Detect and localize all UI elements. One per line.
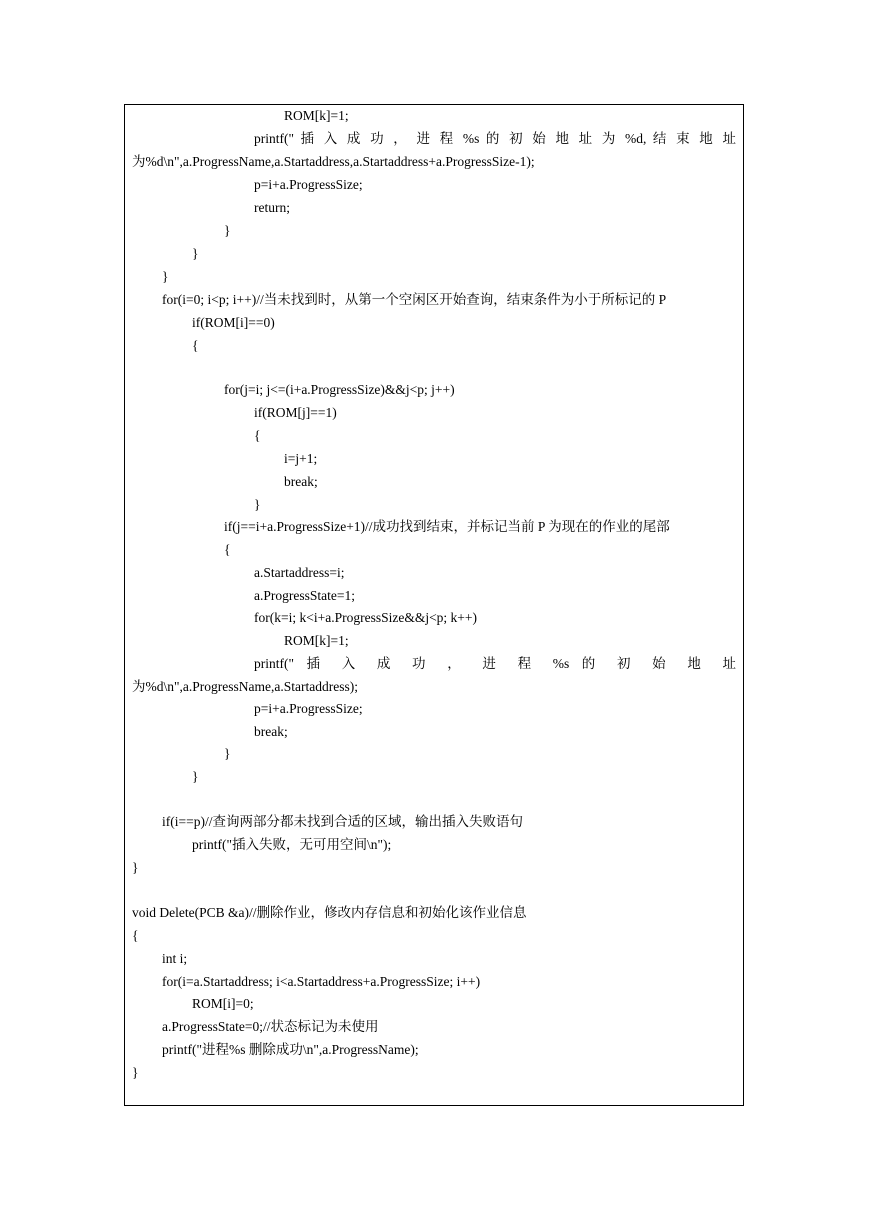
code-line: } (162, 269, 169, 284)
code-line: printf("插入失败，无可用空间\n"); (192, 837, 392, 852)
code-line: { (254, 428, 261, 443)
code-line: for(k=i; k<i+a.ProgressSize&&j<p; k++) (254, 610, 478, 625)
code-line: break; (284, 474, 318, 489)
code-line: if(i==p)//查询两部分都未找到合适的区域，输出插入失败语句 (162, 814, 523, 829)
code-line: { (132, 928, 139, 943)
code-line: if(ROM[j]==1) (254, 405, 337, 420)
code-line: ROM[k]=1; (284, 633, 349, 648)
code-line: return; (254, 200, 290, 215)
code-line: if(j==i+a.ProgressSize+1)//成功找到结束，并标记当前 P 为现在的作业的尾部 (224, 519, 670, 534)
code-line: for(i=0; i<p; i++)//当未找到时，从第一个空闲区开始查询，结束条件为小于所标记的 P (162, 292, 667, 307)
code-line: p=i+a.ProgressSize; (254, 177, 363, 192)
code-line: } (192, 769, 199, 784)
code-line: for(i=a.Startaddress; i<a.Startaddress+a.ProgressSize; i++) (162, 974, 481, 989)
code-line: } (224, 746, 231, 761)
code-line: i=j+1; (284, 451, 318, 466)
code-line: 为%d\n",a.ProgressName,a.Startaddress); (132, 679, 358, 694)
code-line: if(ROM[i]==0) (192, 315, 275, 330)
code-line: } (192, 246, 199, 261)
code-line: a.Startaddress=i; (254, 565, 345, 580)
code-line: printf(" 插 入 成 功 ， 进 程 %s 的 初 始 地 址 (254, 656, 736, 671)
code-line: } (224, 223, 231, 238)
code-line: p=i+a.ProgressSize; (254, 701, 363, 716)
code-line: } (132, 860, 139, 875)
code-line: printf(" 插 入 成 功 ， 进 程 %s 的 初 始 地 址 为 %d, 结 束 地 址 (254, 131, 736, 146)
code-line: for(j=i; j<=(i+a.ProgressSize)&&j<p; j++) (224, 382, 455, 397)
code-line: a.ProgressState=0;//状态标记为未使用 (162, 1019, 379, 1034)
code-line: int i; (162, 951, 188, 966)
code-line: { (224, 542, 231, 557)
code-line: { (192, 338, 199, 353)
code-line: ROM[k]=1; (284, 108, 349, 123)
code-box-border (124, 104, 744, 1106)
code-line: break; (254, 724, 288, 739)
code-line: ROM[i]=0; (192, 996, 254, 1011)
code-line: } (254, 497, 261, 512)
code-line: a.ProgressState=1; (254, 588, 355, 603)
code-line: } (132, 1065, 139, 1080)
code-line: void Delete(PCB &a)//删除作业，修改内存信息和初始化该作业信息 (132, 905, 527, 920)
code-line: printf("进程%s 删除成功\n",a.ProgressName); (162, 1042, 419, 1057)
code-line: 为%d\n",a.ProgressName,a.Startaddress,a.Startaddress+a.ProgressSize-1); (132, 154, 535, 169)
